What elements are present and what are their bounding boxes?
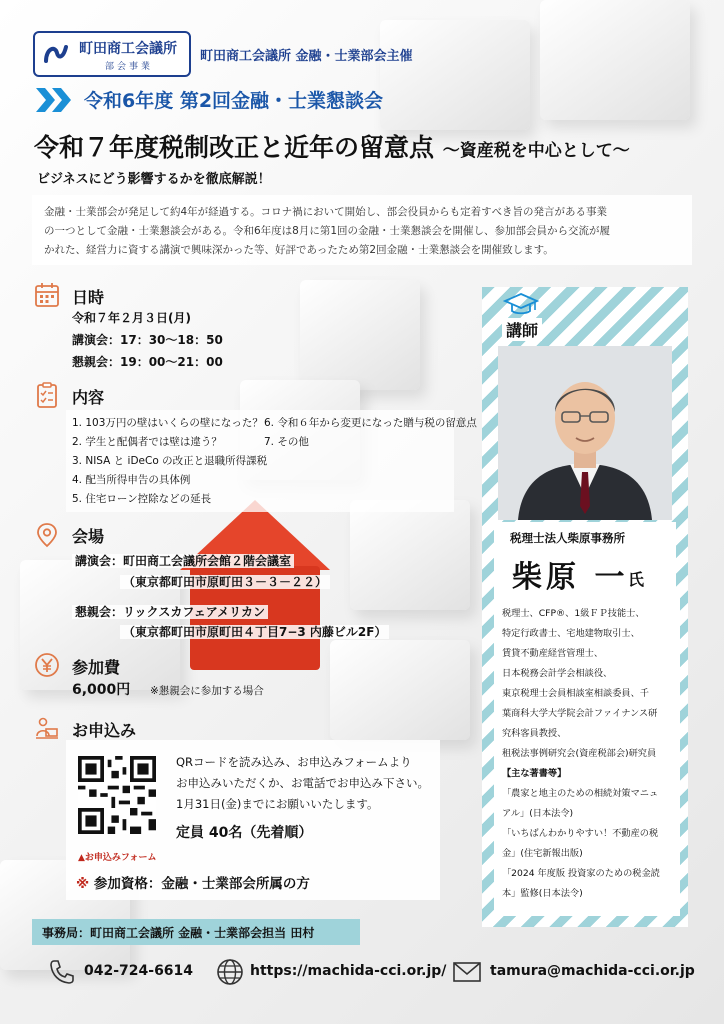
phone-number[interactable]: 042-724-6614 [84, 963, 194, 979]
book-line: 「いちばんわかりやすい！不動産の税 [502, 828, 659, 839]
book-line: アル」(日本法令) [502, 808, 574, 819]
venue-party-address-text: （東京都町田市原町田４丁目7−3 内藤ビル2F） [120, 625, 389, 639]
schedule-date: 令和７年２月３日(月) [72, 311, 191, 325]
mail-icon [452, 958, 482, 986]
bg-block [330, 640, 470, 740]
email-link[interactable]: tamura@machida-cci.or.jp [490, 963, 695, 979]
book-line: 金」(住宅新報出版) [502, 848, 583, 859]
instructor-honorific: 氏 [628, 570, 645, 589]
bio-line: 租税法事例研究会(資産税部会)研究員 [502, 748, 657, 759]
bio-line: 税理士、CFP®、1級ＦＰ技能士、 [502, 608, 645, 619]
apply-line: QRコードを読み込み、お申込みフォームより [176, 755, 412, 769]
contents-heading: 内容 [72, 388, 105, 407]
bio-line: 賃貸不動産経営管理士、 [502, 648, 604, 659]
books-heading: 【主な著書等】 [502, 768, 567, 779]
host-label: 町田商工会議所 金融・士業部会主催 [200, 49, 413, 64]
schedule-heading: 日時 [72, 288, 105, 307]
apply-heading: お申込み [72, 721, 137, 740]
intro-line: かれた、経営力に資する講演で興味深かった等、好評であったため第2回金融・士業懇談会を開催致します。 [44, 244, 554, 256]
list-item: 6. 令和６年から変更になった贈与税の留意点 [264, 417, 477, 429]
fee-heading: 参加費 [72, 658, 121, 677]
qualification [76, 872, 310, 892]
venue-lecture-address [120, 572, 330, 592]
graduation-cap-icon [503, 291, 539, 317]
bio-line: 東京税理士会員相談室相談委員、千 [502, 688, 649, 699]
bio-line: 葉商科大学大学院会計ファイナンス研 [502, 708, 658, 719]
globe-icon [216, 958, 244, 986]
capacity: 定員 40名（先着順） [176, 825, 313, 841]
phone-icon [48, 958, 76, 986]
venue-lecture [72, 551, 294, 571]
instructor-bio [494, 596, 680, 916]
apply-instructions [176, 752, 429, 815]
title-sub: ～資産税を中心として～ [442, 141, 630, 161]
list-item: 7. その他 [264, 436, 309, 448]
logo-subtitle: 部会事業 [105, 62, 154, 72]
venue-party-address [120, 622, 389, 642]
qualification-mark: ※ [76, 876, 90, 892]
list-item: 4. 配当所得申告の具体例 [72, 474, 191, 486]
list-item: 2. 学生と配偶者では壁は違う？ [72, 436, 222, 448]
instructor-heading: 講師 [502, 318, 542, 341]
event-title: 令和6年度 第2回金融・士業懇談会 [84, 90, 384, 112]
portrait-image [498, 346, 672, 520]
bg-block [380, 20, 530, 130]
bio-line: 究科客員教授、 [502, 728, 567, 739]
contents-list [66, 410, 477, 512]
office-contact: 事務局：町田商工会議所 金融・士業部会担当 田村 [42, 926, 315, 940]
list-item: 3. NISA と iDeCo の改正と退職所得課税 [72, 455, 268, 467]
venue-heading: 会場 [72, 527, 105, 546]
intro-line: の一つとして金融・士業懇談会がある。令和6年度は8月に第1回の金融・士業懇談会を開催し、参加部会員から交流が履 [44, 225, 611, 237]
bg-block [540, 0, 690, 120]
book-line: 「2024 年度版 投資家のための税金読 [502, 868, 660, 879]
venue-party [72, 602, 268, 622]
tagline: ビジネスにどう影響するかを徹底解説！ [37, 172, 271, 187]
bg-block [300, 280, 420, 390]
fee-amount: 6,000円 [72, 682, 131, 698]
apply-line: 1月31日(金)までにお願いいたします。 [176, 797, 379, 811]
chamber-logo [33, 31, 191, 77]
chevron-right-icon [36, 88, 76, 112]
checklist-icon [34, 382, 60, 408]
intro-text [32, 195, 692, 265]
book-line: 本」監修(日本法令) [502, 888, 583, 899]
title-main: 令和７年度税制改正と近年の留意点 [34, 133, 435, 162]
yen-coin-icon [34, 652, 60, 678]
intro-line: 金融・士業部会が発足して約4年が経過する。コロナ禍において開始し、部会役員からも定着すべき旨の発言がある事業 [44, 206, 607, 218]
qr-code[interactable] [78, 756, 156, 834]
list-item: 5. 住宅ローン控除などの延長 [72, 493, 212, 505]
calendar-icon [34, 282, 60, 308]
schedule-lecture: 講演会：17：30～18：50 [72, 333, 223, 347]
qualification-text: 参加資格：金融・士業部会所属の方 [93, 876, 310, 892]
venue-lecture-text: 講演会：町田商工会議所会館２階会議室 [72, 554, 294, 568]
apply-line: お申込みいただくか、お電話でお申込み下さい。 [176, 776, 429, 790]
instructor-firm: 税理士法人柴原事務所 [510, 531, 625, 545]
fee-note: ※懇親会に参加する場合 [150, 685, 264, 697]
venue-lecture-address-text: （東京都町田市原町田３－３－２２） [120, 575, 330, 589]
logo-mark-icon [43, 41, 69, 67]
bio-line: 日本税務会計学会相談役、 [502, 668, 613, 679]
website-link[interactable]: https://machida-cci.or.jp/ [250, 963, 447, 979]
schedule-party: 懇親会：19：00～21：00 [72, 355, 223, 369]
page-title [34, 128, 630, 164]
list-item: 1. 103万円の壁はいくらの壁になった？ [72, 417, 263, 429]
instructor-name: 柴原 一 [512, 560, 629, 595]
person-laptop-icon [34, 716, 60, 742]
bg-block [350, 500, 470, 610]
instructor-photo [498, 346, 672, 520]
venue-party-text: 懇親会：リックスカフェアメリカン [72, 605, 268, 619]
qr-caption: ▲お申込みフォーム [78, 853, 157, 863]
bio-line: 特定行政書士、宅地建物取引士、 [502, 628, 640, 639]
logo-name: 町田商工会議所 [79, 41, 177, 57]
book-line: 「農家と地主のための相続対策マニュ [502, 788, 659, 799]
location-pin-icon [34, 522, 60, 548]
